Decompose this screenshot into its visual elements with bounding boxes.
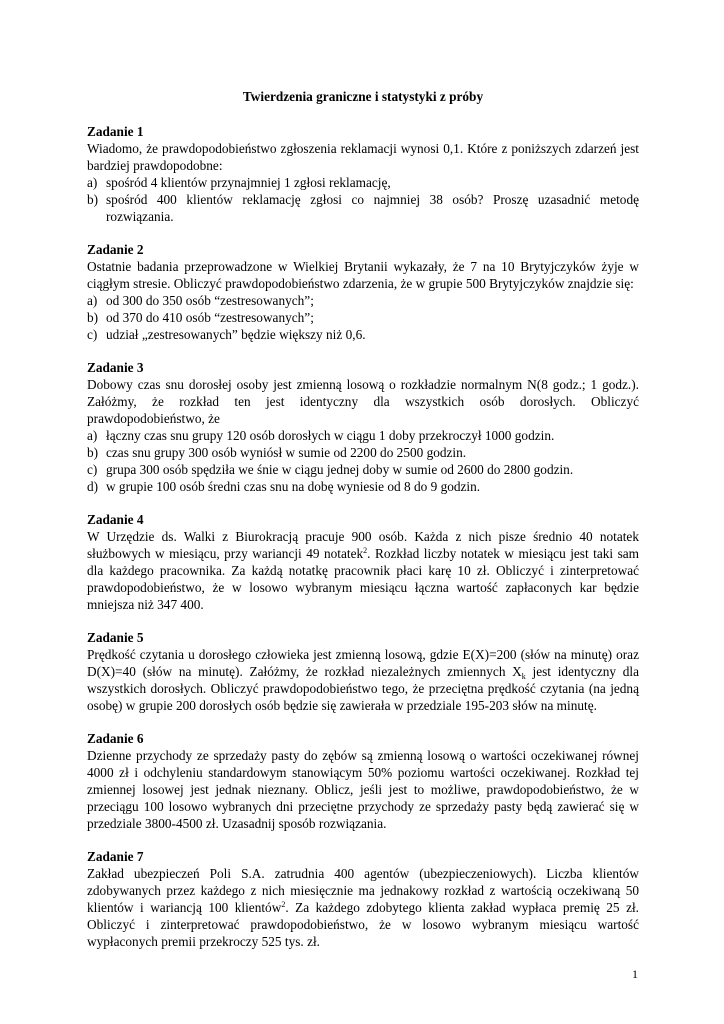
superscript: 2 xyxy=(363,546,368,555)
task-5 xyxy=(87,629,639,714)
task-4 xyxy=(87,511,639,613)
document-page xyxy=(87,88,639,966)
task-heading: Zadanie 2 xyxy=(87,242,144,257)
task-body xyxy=(87,528,639,613)
task-1 xyxy=(87,123,639,225)
task-body-text: . Rozkład liczby notatek w miesiącu jest taki sam dla każdego pracownika. Za każdą notatkę pracownik płaci karę 10 zł. Obliczyć i zinterpretować prawdopodobieństwo, że w losowo wybranym miesiącu łączna wartość zapłaconych kar będzie mniejsza niż 347 400. xyxy=(87,546,639,612)
task-intro: Ostatnie badania przeprowadzone w Wielkiej Brytanii wykazały, że 7 na 10 Brytyjczyków żyje w ciągłym stresie. Obliczyć prawdopodobieństwo zdarzenia, że w grupie 500 Brytyjczyków znajdzie się: xyxy=(87,259,639,291)
task-heading: Zadanie 7 xyxy=(87,849,144,864)
task-2 xyxy=(87,241,639,343)
subitem xyxy=(87,461,639,478)
task-body-text: Prędkość czytania u dorosłego człowieka jest zmienną losową, gdzie E(X)=200 (słów na minutę) oraz D(X)=40 (słów na minutę). Załóżmy, że rozkład niezależnych zmiennych X xyxy=(87,647,639,679)
subscript: k xyxy=(521,672,526,681)
subitem-marker: b) xyxy=(87,192,99,207)
subitem-text: od 300 do 350 osób “zestresowanych”; xyxy=(106,293,314,308)
subitem-text: łączny czas snu grupy 120 osób dorosłych w ciągu 1 doby przekroczył 1000 godzin. xyxy=(106,428,555,443)
subitem-text: spośród 400 klientów reklamację zgłosi co najmniej 38 osób? Proszę uzasadnić metodę rozwiązania. xyxy=(106,192,639,224)
subitem-text: od 370 do 410 osób “zestresowanych”; xyxy=(106,310,314,325)
task-body: Dzienne przychody ze sprzedaży pasty do zębów są zmienną losową o wartości oczekiwanej równej 4000 zł i odchyleniu standardowym stanowiącym 50% poziomu wartości oczekiwanej. Rozkład tej zmiennej losowej jest jednak nieznany. Oblicz, jeśli jest to możliwe, prawdopodobieństwo, że w przeciągu 100 losowo wybranych dni przeciętne przychody ze sprzedaży pasty będą zawierać się w przedziale 3800-4500 zł. Uzasadnij sposób rozwiązania. xyxy=(87,748,639,831)
subitem xyxy=(87,478,639,495)
subitem-text: spośród 4 klientów przynajmniej 1 zgłosi reklamację, xyxy=(106,175,391,190)
subitem-text: w grupie 100 osób średni czas snu na dobę wyniesie od 8 do 9 godzin. xyxy=(106,479,481,494)
task-intro: Dobowy czas snu dorosłej osoby jest zmienną losową o rozkładzie normalnym N(8 godz.; 1 godz.). Załóżmy, że rozkład ten jest identyczny dla wszystkich osób dorosłych. Obliczyć prawdopodobieństwo, że xyxy=(87,377,639,426)
task-heading: Zadanie 1 xyxy=(87,124,144,139)
subitem-marker: c) xyxy=(87,327,98,342)
subitem-text: czas snu grupy 300 osób wyniósł w sumie od 2200 do 2500 godzin. xyxy=(106,445,467,460)
subitem xyxy=(87,444,639,461)
task-body xyxy=(87,865,639,950)
task-6 xyxy=(87,730,639,832)
subitem-marker: a) xyxy=(87,428,98,443)
subitem-marker: b) xyxy=(87,310,99,325)
task-heading: Zadanie 6 xyxy=(87,731,144,746)
task-subitems xyxy=(87,427,639,495)
task-intro: Wiadomo, że prawdopodobieństwo zgłoszenia reklamacji wynosi 0,1. Które z poniższych zdarzeń jest bardziej prawdopodobne: xyxy=(87,141,639,173)
subitem-marker: c) xyxy=(87,462,98,477)
task-body-text: W Urzędzie ds. Walki z Biurokracją pracuje 900 osób. Każda z nich pisze średnio 40 notatek służbowych w miesiącu, przy wariancji 49 notatek xyxy=(87,529,639,561)
subitem-marker: b) xyxy=(87,445,99,460)
subitem xyxy=(87,326,639,343)
superscript: 2 xyxy=(281,900,286,909)
task-heading: Zadanie 5 xyxy=(87,630,144,645)
task-3 xyxy=(87,359,639,495)
task-body xyxy=(87,646,639,714)
page-number: 1 xyxy=(632,967,638,981)
task-heading: Zadanie 3 xyxy=(87,360,144,375)
task-7 xyxy=(87,848,639,950)
subitem xyxy=(87,191,639,225)
subitem-marker: d) xyxy=(87,479,99,494)
task-subitems xyxy=(87,174,639,225)
subitem xyxy=(87,174,639,191)
subitem-text: udział „zestresowanych” będzie większy niż 0,6. xyxy=(106,327,366,342)
subitem-text: grupa 300 osób spędziła we śnie w ciągu jednej doby w sumie od 2600 do 2800 godzin. xyxy=(106,462,574,477)
subitem-marker: a) xyxy=(87,293,98,308)
task-subitems xyxy=(87,292,639,343)
task-body-text: . Za każdego zdobytego klienta zakład wypłaca premię 25 zł. Obliczyć i zinterpretować prawdopodobieństwo, że w losowo wybranym miesiącu wartość wypłaconych premii przekroczy 525 tys. zł. xyxy=(87,900,639,949)
document-title: Twierdzenia graniczne i statystyki z próby xyxy=(242,89,484,104)
task-body-text: Zakład ubezpieczeń Poli S.A. zatrudnia 400 agentów (ubezpieczeniowych). Liczba klientów zdobywanych przez każdego z nich miesięcznie ma jednakowy rozkład z wartością oczekiwaną 50 klientów i wariancją 100 klientów xyxy=(87,866,639,915)
subitem-marker: a) xyxy=(87,175,98,190)
task-body-text: jest identyczny dla wszystkich dorosłych. Obliczyć prawdopodobieństwo tego, że przeciętna prędkość czytania (na jedną osobę) w grupie 200 dorosłych osób będzie się zawierała w przedziale 195-203 słów na minutę. xyxy=(87,664,639,713)
subitem xyxy=(87,309,639,326)
task-heading: Zadanie 4 xyxy=(87,512,144,527)
subitem xyxy=(87,427,639,444)
subitem xyxy=(87,292,639,309)
